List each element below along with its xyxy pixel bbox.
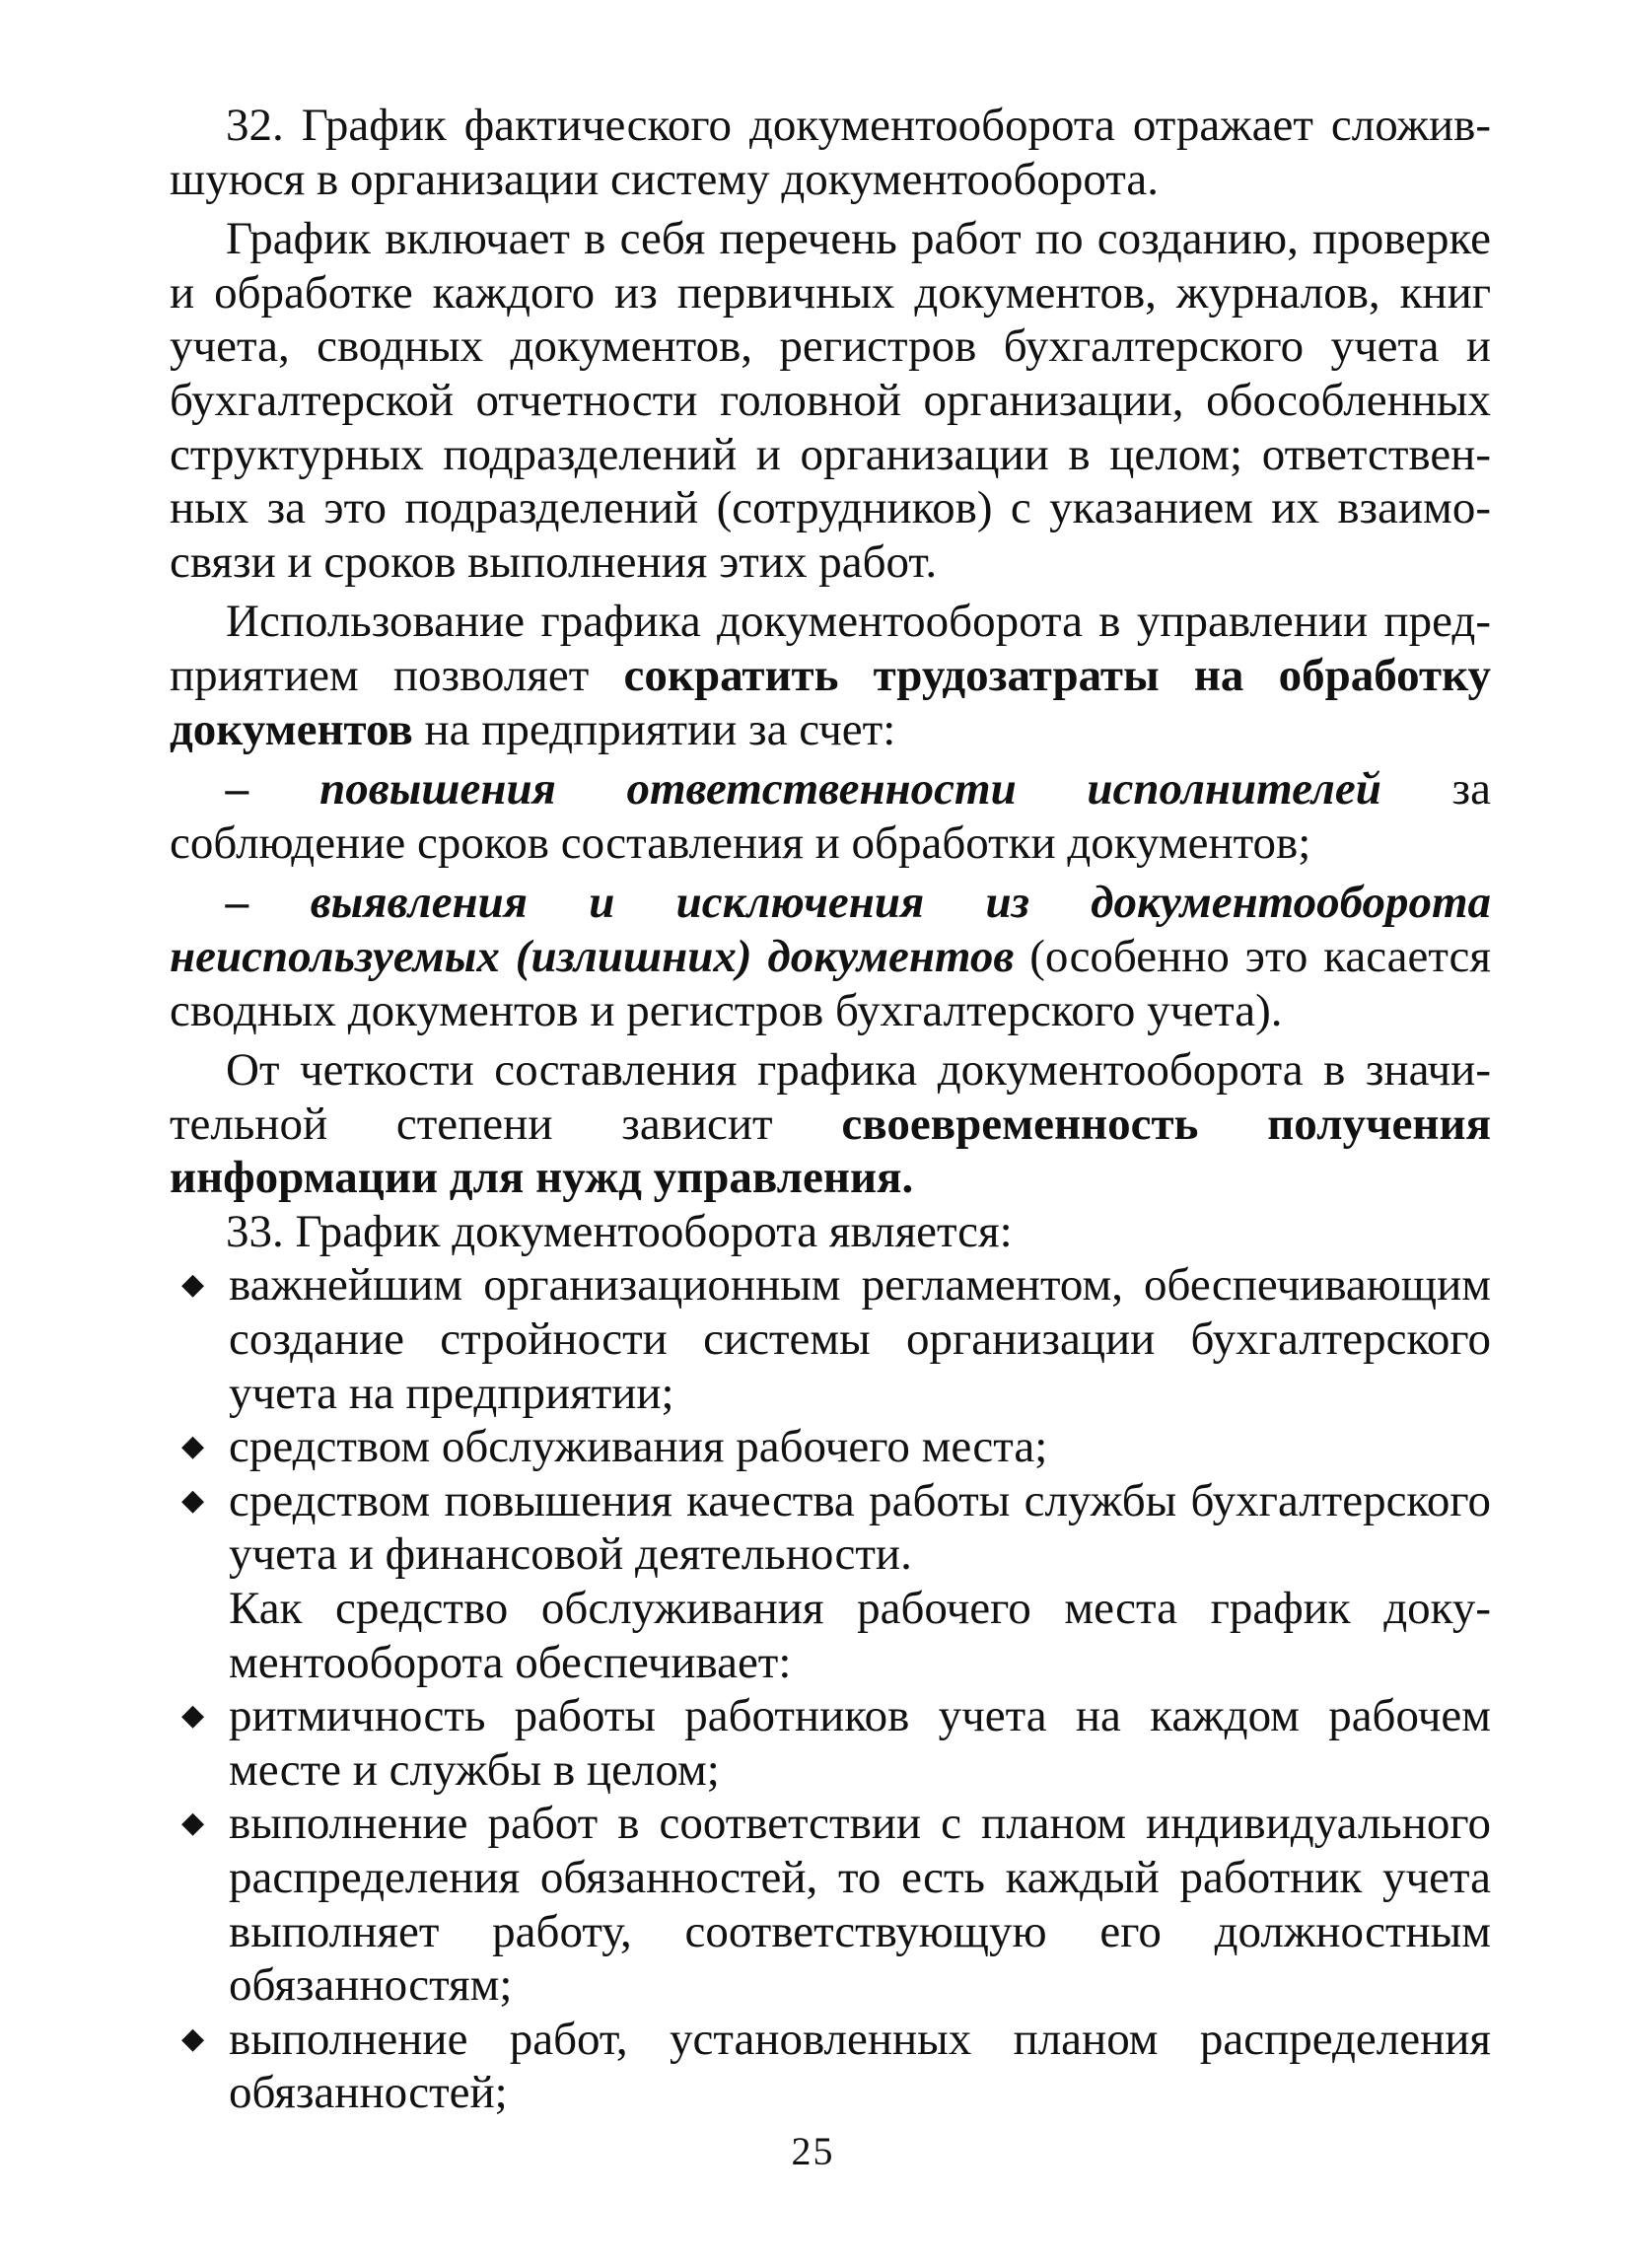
paragraph-schedule-includes-text: График включает в себя перечень работ по созданию, проверке и обработке каждого из первичных документов, журналов, книг учета, сводных документов, регистров бухгалтерского учета и бухгалтерской отчетности головной организации, обособленных структурных подразделений и организации в целом; ответственных за это подразделений (сотрудников) с указанием их взаимосвязи и сроков выполнения этих работ. — [170, 213, 1491, 588]
paragraph-33 — [170, 1205, 1491, 1259]
dash-item-unused-docs-italic: – выявления и исключения из документооборота неиспользуемых (излишних) документов — [170, 877, 1491, 982]
bullet-item — [170, 1420, 1491, 1474]
bullet-item — [170, 1797, 1491, 2012]
diamond-bullet-icon: ◆ — [181, 2021, 205, 2055]
paragraph-clarity-before: От четкости составления графика документооборота в значительной степени зависит — [170, 1044, 1491, 1150]
dash-item-unused-docs — [170, 876, 1491, 1037]
paragraph-usage — [170, 595, 1491, 756]
dash-item-responsibility-after: за соблюдение сроков составления и обработки документов; — [170, 763, 1491, 869]
paragraph-32 — [170, 99, 1491, 206]
diamond-bullet-icon: ◆ — [181, 1807, 205, 1840]
bullet-item-text: важнейшим организационным регламентом, обеспечивающим создание стройности системы организации бухгалтерского учета на предприятии; — [229, 1259, 1491, 1419]
bullet-item — [170, 1474, 1491, 1582]
bullet-item-text: средством повышения качества работы службы бухгалтерского учета и финансовой деятельности. — [229, 1474, 1491, 1581]
page-body — [170, 99, 1491, 2120]
bullet-item-text: выполнение работ в соответствии с планом индивидуального распределения обязанностей, то есть каждый работник учета выполняет работу, соответствующую его должностным обязанностям; — [229, 1798, 1491, 2012]
diamond-bullet-icon: ◆ — [181, 1699, 205, 1733]
diamond-bullet-icon: ◆ — [181, 1268, 205, 1302]
paragraph-usage-after: на предприятии за счет: — [412, 703, 896, 755]
bullet-item — [170, 2013, 1491, 2120]
bullet-item-text: ритмичность работы работников учета на каждом рабочем месте и службы в целом; — [229, 1690, 1491, 1796]
bullet-item-text: средством обслуживания рабочего места; — [229, 1421, 1048, 1473]
paragraph-workplace-means — [170, 1582, 1491, 1689]
paragraph-schedule-includes — [170, 212, 1491, 589]
paragraph-clarity — [170, 1043, 1491, 1205]
dash-item-responsibility-italic: – повышения ответственности исполнителей — [226, 763, 1381, 815]
dash-item-unused-docs-after: (особенно это касается сводных документов и регистров бухгалтерского учета). — [170, 930, 1491, 1036]
bullet-item — [170, 1258, 1491, 1420]
paragraph-usage-bold: сократить трудозатраты на обработку документов — [170, 649, 1491, 755]
diamond-bullet-icon: ◆ — [181, 1483, 205, 1517]
paragraph-workplace-means-text: Как средство обслуживания рабочего места график документооборота обеспечивает: — [229, 1583, 1491, 1688]
paragraph-33-text: 33. График документооборота является: — [226, 1205, 1013, 1257]
bullet-item-text: выполнение работ, установленных планом распределения обязанностей; — [229, 2013, 1491, 2119]
paragraph-clarity-bold: своевременность получения информации для нужд управления. — [170, 1098, 1491, 1204]
page-number: 25 — [791, 2129, 835, 2173]
bullet-item — [170, 1689, 1491, 1797]
dash-item-responsibility — [170, 762, 1491, 870]
diamond-bullet-icon: ◆ — [181, 1430, 205, 1463]
paragraph-usage-before: Использование графика документооборота в управлении предприятием позволяет — [170, 596, 1491, 701]
paragraph-32-text: 32. График фактического документооборота отражает сложившуюся в организации систему документооборота. — [170, 100, 1491, 205]
